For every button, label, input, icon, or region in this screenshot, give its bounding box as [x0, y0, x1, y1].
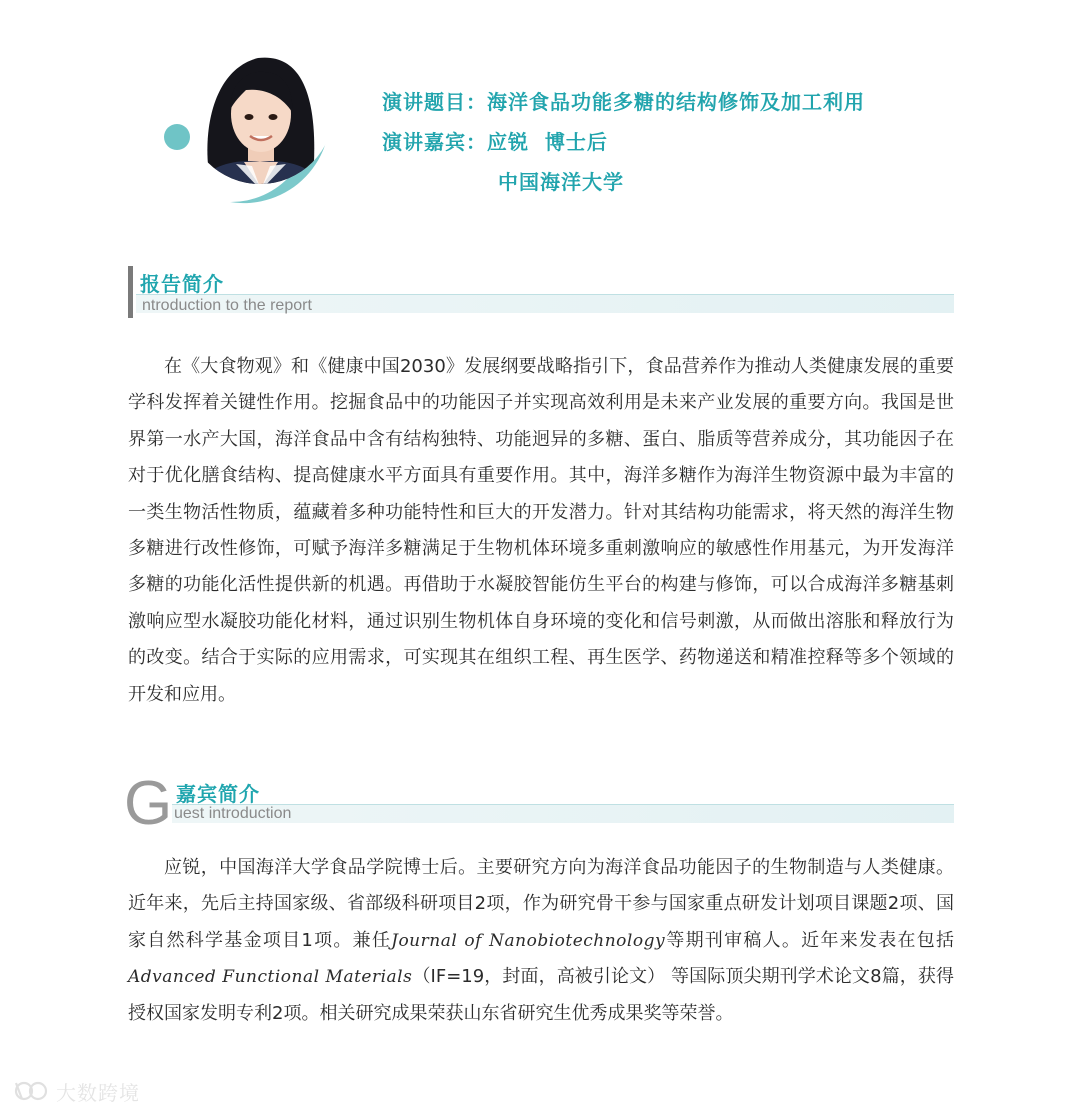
guest-body: [128, 850, 954, 1032]
watermark-text: 大数跨境: [56, 1080, 140, 1105]
guest-body-part-3: （IF=19，封面，高被引论文） 等国际顶尖期刊学术论文8篇，获得授权国家发明专利2项。相关研究成果荣获山东省研究生优秀成果奖等荣誉。: [128, 966, 954, 1024]
report-section-title: 报告简介: [140, 272, 224, 296]
section-rule: [136, 294, 954, 295]
section-bar: [128, 266, 133, 318]
guest-label: 演讲嘉宾：: [382, 130, 487, 154]
guest-body-part-2: 等期刊审稿人。近年来发表在包括: [665, 929, 955, 951]
journal-name-2: Advanced Functional Materials: [128, 967, 413, 988]
guest-name: 应锐 博士后: [487, 130, 608, 154]
report-paragraph: [128, 349, 954, 713]
guest-section-title: 嘉宾简介: [176, 782, 260, 806]
topic-line: [382, 86, 865, 115]
guest-affiliation: 中国海洋大学: [498, 170, 624, 194]
report-body: 在《大食物观》和《健康中国2030》发展纲要战略指引下，食品营养作为推动人类健康发展的重要学科发挥着关键性作用。挖掘食品中的功能因子并实现高效利用是未来产业发展的重要方向。我国是世界第一水产大国，海洋食品中含有结构独特、功能迥异的多糖、蛋白、脂质等营养成分，其功能因子在对于优化膳食结构、提高健康水平方面具有重要作用。其中，海洋多糖作为海洋生物资源中最为丰富的一类生物活性物质，蕴藏着多种功能特性和巨大的开发潜力。针对其结构功能需求，将天然的海洋生物多糖进行改性修饰，可赋予海洋多糖满足于生物机体环境多重刺激响应的敏感性作用基元，为开发海洋多糖的功能化活性提供新的机遇。再借助于水凝胶智能仿生平台的构建与修饰，可以合成海洋多糖基刺激响应型水凝胶功能化材料，通过识别生物机体自身环境的变化和信号刺激，从而做出溶胀和释放行为的改变。结合于实际的应用需求，可实现其在组织工程、再生医学、药物递送和精准控释等多个领域的开发和应用。: [128, 356, 954, 705]
section-initial-g: G: [124, 769, 173, 838]
guest-body-part-1: 应锐，中国海洋大学食品学院博士后。主要研究方向为海洋食品功能因子的生物制造与人类健康。近年来，先后主持国家级、省部级科研项目2项，作为研究骨干参与国家重点研发计划项目课题2项、国家自然科学基金项目1项。兼任: [128, 857, 954, 951]
portrait-image: [160, 40, 360, 215]
watermark: [14, 1078, 140, 1104]
guest-paragraph: [128, 850, 954, 1032]
topic-label: 演讲题目：: [382, 90, 487, 114]
journal-name-1: Journal of Nanobiotechnology: [391, 930, 666, 951]
guest-section-subtitle: uest introduction: [174, 805, 292, 822]
guest-line: [382, 126, 608, 155]
speaker-portrait: [160, 40, 360, 215]
report-section-subtitle: ntroduction to the report: [142, 297, 312, 314]
topic-title: 海洋食品功能多糖的结构修饰及加工利用: [487, 90, 865, 114]
watermark-logo-icon: [14, 1079, 52, 1103]
